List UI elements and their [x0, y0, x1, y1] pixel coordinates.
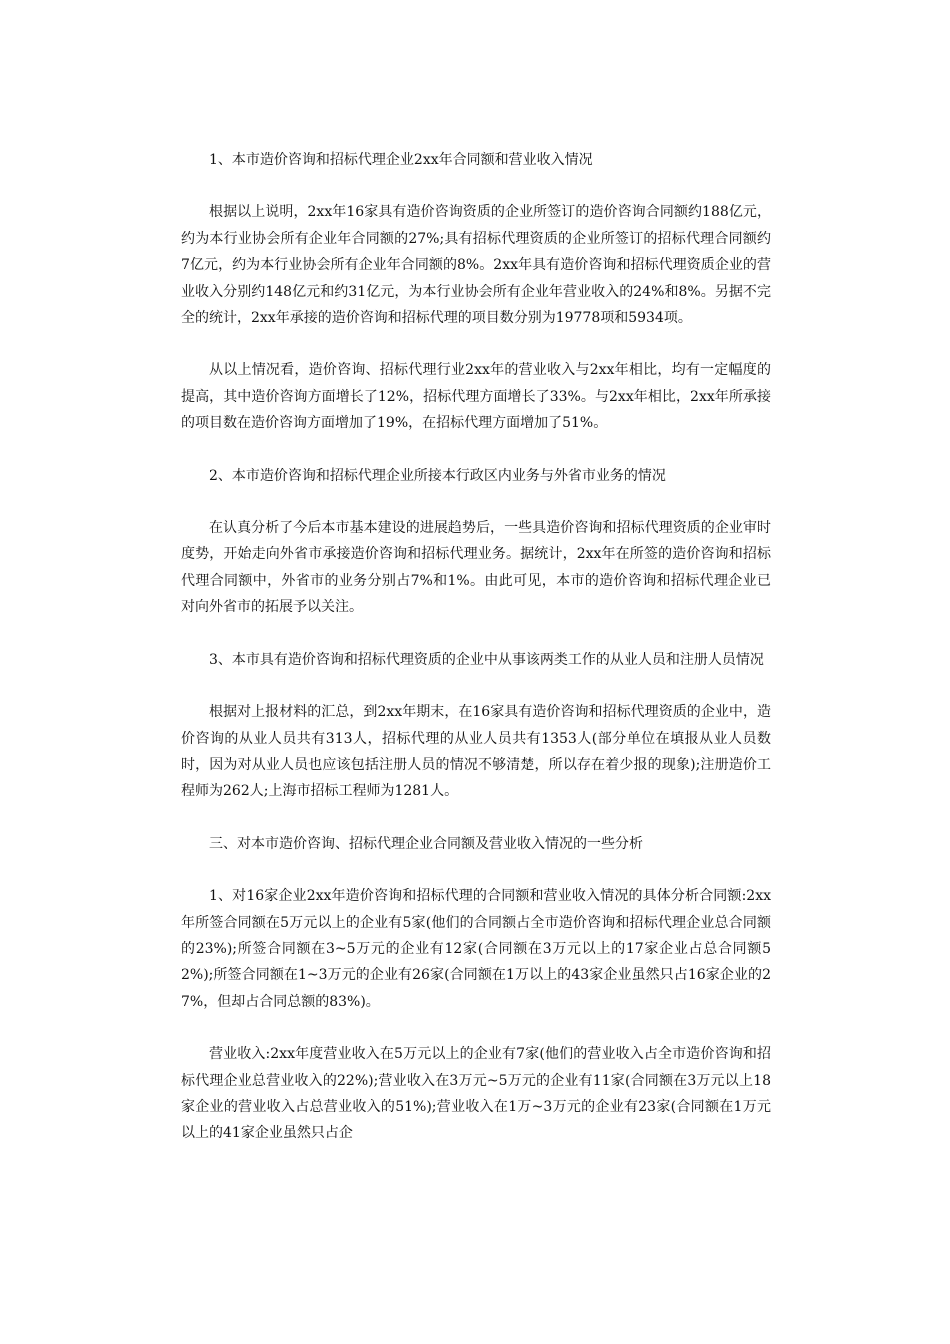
section-heading: 1、本市造价咨询和招标代理企业2xx年合同额和营业收入情况 — [209, 152, 593, 168]
body-paragraph: 根据以上说明，2xx年16家具有造价咨询资质的企业所签订的造价咨询合同额约188亿元，约为本行业协会所有企业年合同额的27%;具有招标代理资质的企业所签订的招标代理合同额约7亿元，约为本行业协会所有企业年合同额的8%。2xx年具有造价咨询和招标代理资质企业的营业收入分别约148亿元和约31亿元，为本行业协会所有企业年营业收入的24%和8%。另据不完全的统计，2xx年承接的造价咨询和招标代理的项目数分别为19778项和5934项。 — [181, 204, 771, 327]
document-body — [181, 147, 771, 1147]
section-heading: 三、对本市造价咨询、招标代理企业合同额及营业收入情况的一些分析 — [209, 835, 643, 852]
body-paragraph: 营业收入:2xx年度营业收入在5万元以上的企业有7家(他们的营业收入占全市造价咨询和招标代理企业总营业收入的22%);营业收入在3万元~5万元的企业有11家(合同额在3万元以上18家企业的营业收入占总营业收入的51%);营业收入在1万~3万元的企业有23家(合同额在1万元以上的41家企业虽然只占企 — [181, 1046, 771, 1142]
body-paragraph: 在认真分析了今后本市基本建设的进展趋势后，一些具造价咨询和招标代理资质的企业审时度势，开始走向外省市承接造价咨询和招标代理业务。据统计，2xx年在所签的造价咨询和招标代理合同额中，外省市的业务分别占7%和1%。由此可见，本市的造价咨询和招标代理企业已对向外省市的拓展予以关注。 — [181, 520, 771, 616]
body-paragraph: 1、对16家企业2xx年造价咨询和招标代理的合同额和营业收入情况的具体分析合同额:2xx年所签合同额在5万元以上的企业有5家(他们的合同额占全市造价咨询和招标代理企业总合同额的23%);所签合同额在3~5万元的企业有12家(合同额在3万元以上的17家企业占总合同额52%);所签合同额在1~3万元的企业有26家(合同额在1万以上的43家企业虽然只占16家企业的27%，但却占合同总额的83%)。 — [181, 888, 771, 1010]
section-heading: 3、本市具有造价咨询和招标代理资质的企业中从事该两类工作的从业人员和注册人员情况 — [209, 651, 764, 668]
body-paragraph: 根据对上报材料的汇总，到2xx年期末，在16家具有造价咨询和招标代理资质的企业中，造价咨询的从业人员共有313人，招标代理的从业人员共有1353人(部分单位在填报从业人员数时，因为对从业人员也应该包括注册人员的情况不够清楚，所以存在着少报的现象);注册造价工程师为262人;上海市招标工程师为1281人。 — [181, 704, 771, 800]
section-heading: 2、本市造价咨询和招标代理企业所接本行政区内业务与外省市业务的情况 — [209, 467, 666, 484]
body-paragraph: 从以上情况看，造价咨询、招标代理行业2xx年的营业收入与2xx年相比，均有一定幅度的提高，其中造价咨询方面增长了12%，招标代理方面增长了33%。与2xx年相比，2xx年所承接的项目数在造价咨询方面增加了19%，在招标代理方面增加了51%。 — [181, 362, 771, 432]
